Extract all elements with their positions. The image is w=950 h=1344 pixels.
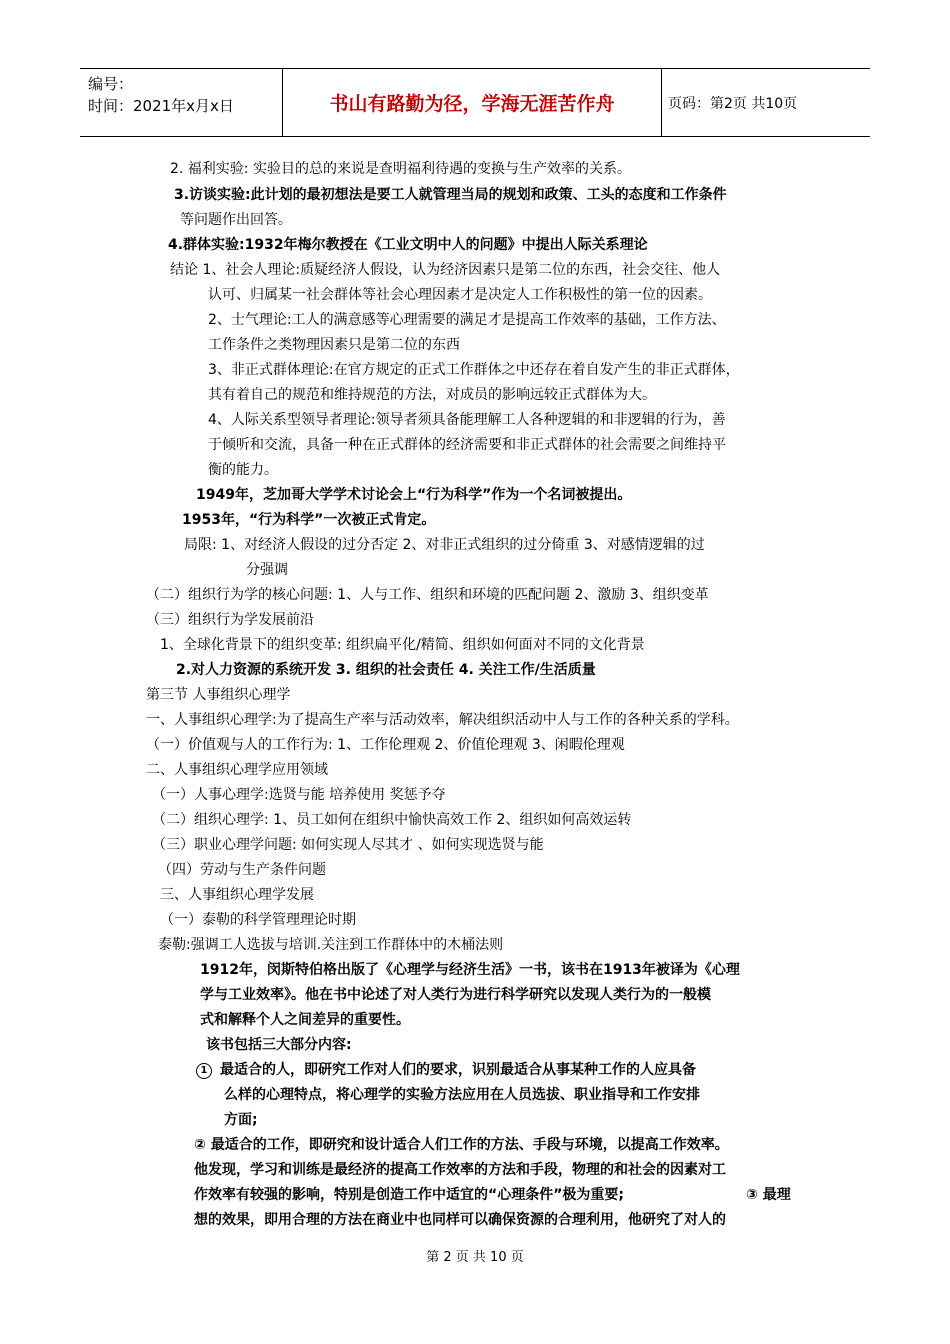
text-line: 等问题作出回答。 [180, 212, 292, 228]
text-line: 局限: 1、对经济人假设的过分否定 2、对非正式组织的过分倚重 3、对感情逻辑的过 [184, 537, 705, 553]
text-line: 么样的心理特点，将心理学的实验方法应用在人员选拔、职业指导和工作安排 [224, 1087, 700, 1103]
text-line: ③ 最理 [746, 1187, 791, 1203]
text-line: （四）劳动与生产条件问题 [158, 862, 326, 878]
text-line: （一）价值观与人的工作行为: 1、工作伦理观 2、价值伦理观 3、闲暇伦理观 [146, 737, 625, 753]
text-line: 4、人际关系型领导者理论:领导者须具备能理解工人各种逻辑的和非逻辑的行为，善 [208, 412, 726, 428]
page-header [80, 68, 870, 137]
text-line: 他发现，学习和训练是最经济的提高工作效率的方法和手段，物理的和社会的因素对工 [194, 1162, 726, 1178]
text-line: （二）组织心理学: 1、员工如何在组织中愉快高效工作 2、组织如何高效运转 [152, 812, 632, 828]
text-line: 一、人事组织心理学:为了提高生产率与活动效率，解决组织活动中人与工作的各种关系的学科。 [146, 712, 739, 728]
circled-number: 1 [196, 1063, 212, 1079]
text-line: 1953年，“行为科学”一次被正式肯定。 [182, 512, 436, 528]
text-line: 3、非正式群体理论:在官方规定的正式工作群体之中还存在着自发产生的非正式群体， [208, 362, 740, 378]
text-line: 分强调 [246, 562, 288, 578]
text-line: 方面; [224, 1112, 258, 1128]
text-line: 2.对人力资源的系统开发 3. 组织的社会责任 4. 关注工作/生活质量 [176, 662, 596, 678]
text-line: 3.访谈实验:此计划的最初想法是要工人就管理当局的规划和政策、工头的态度和工作条件 [174, 187, 727, 203]
text-line: 该书包括三大部分内容: [206, 1037, 352, 1053]
text-line: 结论 1、社会人理论:质疑经济人假设，认为经济因素只是第二位的东西，社会交往、他人 [170, 262, 721, 278]
page-footer: 第 2 页 共 10 页 [426, 1250, 524, 1265]
text-line: ② 最适合的工作，即研究和设计适合人们工作的方法、手段与环境，以提高工作效率。 [194, 1137, 729, 1153]
text-line: 2、士气理论:工人的满意感等心理需要的满足才是提高工作效率的基础，工作方法、 [208, 312, 726, 328]
text-line: 三、人事组织心理学发展 [160, 887, 314, 903]
document-date: 时间：2021年x月x日 [88, 97, 234, 115]
text-line: （一）泰勒的科学管理理论时期 [160, 912, 356, 928]
text-line: 其有着自己的规范和维持规范的方法，对成员的影响远较正式群体为大。 [208, 387, 656, 403]
header-page-number: 页码：第2页 共10页 [668, 95, 798, 112]
text-line: 泰勒:强调工人选拔与培训.关注到工作群体中的木桶法则 [158, 937, 504, 953]
text-line: （三）组织行为学发展前沿 [146, 612, 314, 628]
text-line: 作效率有较强的影响，特别是创造工作中适宜的“心理条件”极为重要; [194, 1187, 624, 1203]
text-line: 1949年，芝加哥大学学术讨论会上“行为科学”作为一个名词被提出。 [196, 487, 632, 503]
text-line: 工作条件之类物理因素只是第二位的东西 [208, 337, 460, 353]
text-line: 4.群体实验:1932年梅尔教授在《工业文明中人的问题》中提出人际关系理论 [168, 237, 648, 253]
section-heading: 第三节 人事组织心理学 [146, 687, 291, 703]
text-line: 于倾听和交流，具备一种在正式群体的经济需要和非正式群体的社会需要之间维持平 [208, 437, 726, 453]
text-line: （三）职业心理学问题: 如何实现人尽其才 、如何实现选贤与能 [152, 837, 544, 853]
text-line: 1、全球化背景下的组织变革: 组织扁平化/精简、组织如何面对不同的文化背景 [160, 637, 645, 653]
header-motto: 书山有路勤为径，学海无涯苦作舟 [283, 69, 662, 136]
text-line: 想的效果，即用合理的方法在商业中也同样可以确保资源的合理利用，他研究了对人的 [194, 1212, 726, 1228]
text-line: 式和解释个人之间差异的重要性。 [200, 1012, 410, 1028]
document-number: 编号： [88, 75, 134, 93]
text-line: 衡的能力。 [208, 462, 278, 478]
text-line: 学与工业效率》。他在书中论述了对人类行为进行科学研究以发现人类行为的一般模 [200, 987, 711, 1003]
text-line: （二）组织行为学的核心问题: 1、人与工作、组织和环境的匹配问题 2、激励 3、组织变革 [146, 587, 709, 603]
text-line: 1 最适合的人，即研究工作对人们的要求，识别最适合从事某种工作的人应具备 [196, 1061, 696, 1079]
text-line: （一）人事心理学:选贤与能 培养使用 奖惩予夺 [152, 787, 446, 803]
text-line: 二、人事组织心理学应用领域 [146, 762, 328, 778]
text-line: 1912年，闵斯特伯格出版了《心理学与经济生活》一书，该书在1913年被译为《心理 [200, 962, 740, 978]
header-meta-cell [80, 69, 283, 136]
text-line: 认可、归属某一社会群体等社会心理因素才是决定人工作积极性的第一位的因素。 [208, 287, 712, 303]
text-line: 2. 福利实验: 实验目的总的来说是查明福利待遇的变换与生产效率的关系。 [170, 161, 631, 177]
